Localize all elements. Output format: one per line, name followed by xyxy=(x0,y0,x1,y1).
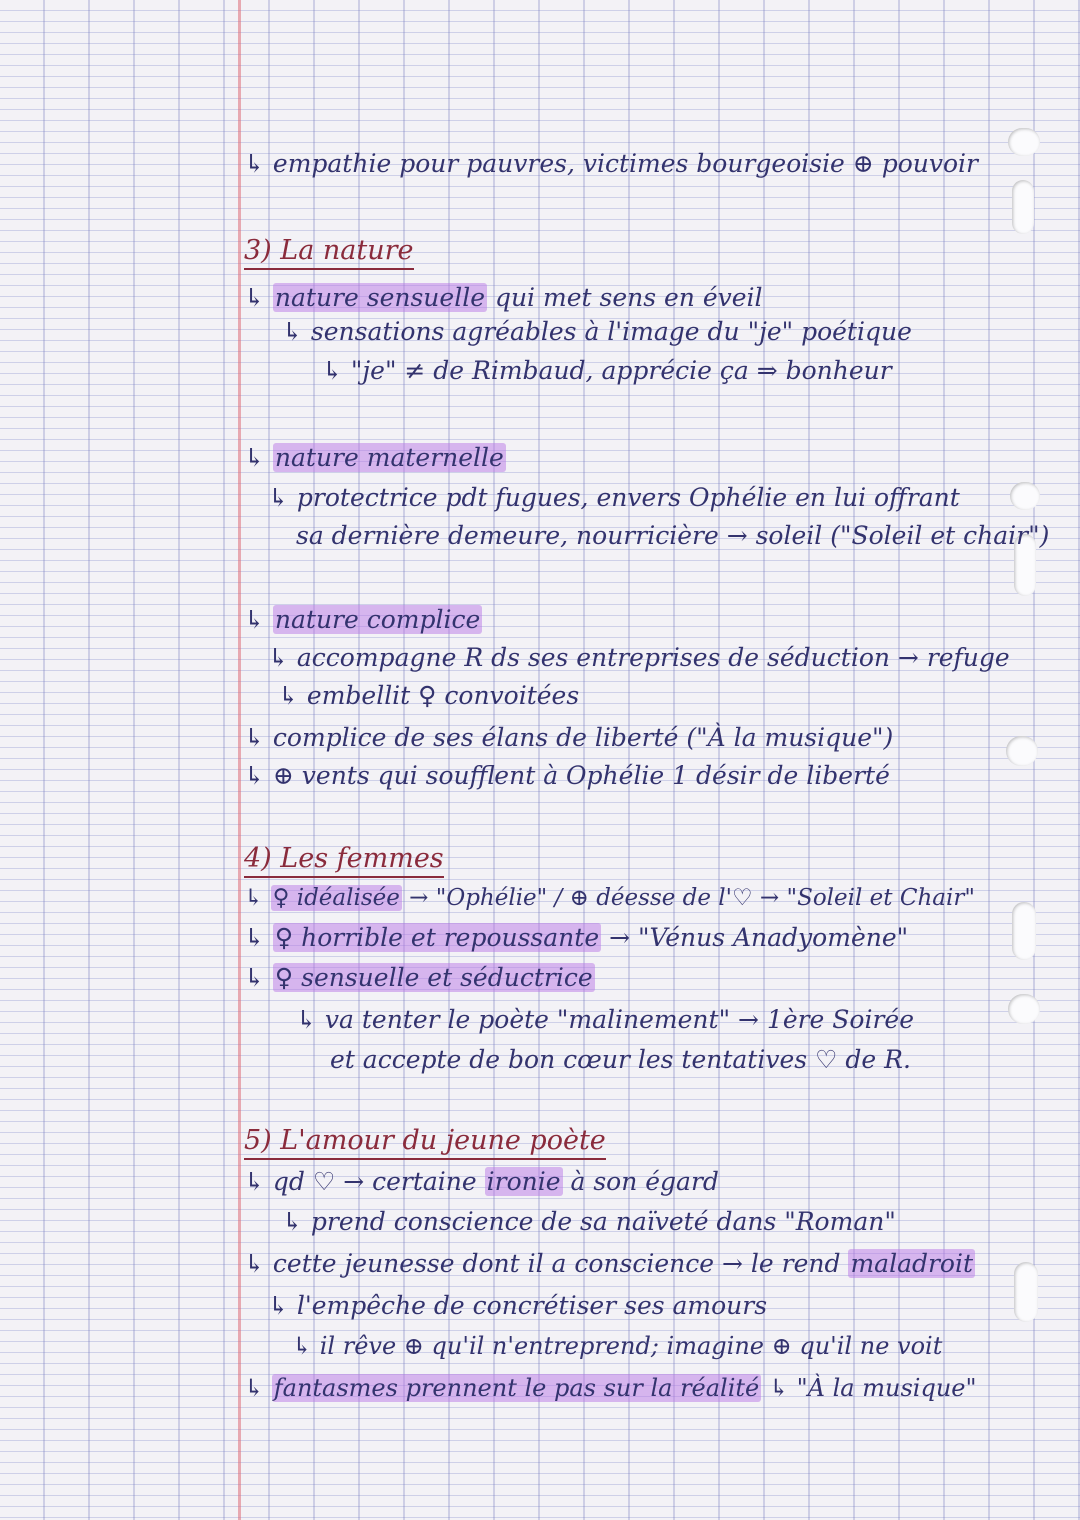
punch-hole xyxy=(1010,482,1040,510)
note-line: ↳ nature maternelle xyxy=(244,443,504,472)
section-title: 3) La nature xyxy=(244,234,414,270)
section-title: 5) L'amour du jeune poète xyxy=(244,1124,606,1160)
note-line: ↳ sensations agréables à l'image du "je" poétique xyxy=(282,317,912,346)
note-line: ↳ ♀ idéalisée → "Ophélie" / ⊕ déesse de l'♡ → "Soleil et Chair" xyxy=(244,885,975,911)
note-line: ↳ ♀ sensuelle et séductrice xyxy=(244,963,593,992)
punch-hole xyxy=(1008,994,1040,1024)
note-line: ↳ il rêve ⊕ qu'il n'entreprend; imagine ⊕ qu'il ne voit xyxy=(292,1332,943,1360)
punch-hole xyxy=(1014,1262,1038,1322)
punch-hole xyxy=(1012,902,1036,960)
note-line: ↳ complice de ses élans de liberté ("À la musique") xyxy=(244,723,894,752)
note-line: ↳ qd ♡ → certaine ironie à son égard xyxy=(244,1167,719,1196)
note-line: ↳ prend conscience de sa naïveté dans "Roman" xyxy=(282,1207,896,1236)
note-line: ↳ l'empêche de concrétiser ses amours xyxy=(268,1291,768,1320)
note-line: ↳ empathie pour pauvres, victimes bourgeoisie ⊕ pouvoir xyxy=(244,149,978,178)
note-line: ↳ accompagne R ds ses entreprises de séduction → refuge xyxy=(268,643,1010,672)
note-line: et accepte de bon cœur les tentatives ♡ de R. xyxy=(330,1045,911,1074)
punch-hole xyxy=(1008,128,1040,156)
note-line: ↳ va tenter le poète "malinement" → 1ère Soirée xyxy=(296,1005,915,1034)
note-line: ↳ embellit ♀ convoitées xyxy=(278,681,580,710)
note-line: ↳ nature sensuelle qui met sens en éveil xyxy=(244,283,763,312)
note-line: ↳ "je" ≠ de Rimbaud, apprécie ça ⇒ bonheur xyxy=(322,356,892,385)
note-line: ↳ fantasmes prennent le pas sur la réalité ↳ "À la musique" xyxy=(244,1374,977,1402)
note-line: ↳ nature complice xyxy=(244,605,481,634)
section-title: 4) Les femmes xyxy=(244,842,444,878)
note-line: ↳ ♀ horrible et repoussante → "Vénus Anadyomène" xyxy=(244,923,909,952)
punch-hole xyxy=(1006,736,1038,766)
note-line: ↳ cette jeunesse dont il a conscience → le rend maladroit xyxy=(244,1249,974,1278)
note-line: ↳ ⊕ vents qui soufflent à Ophélie 1 désir de liberté xyxy=(244,761,890,790)
note-line: ↳ protectrice pdt fugues, envers Ophélie en lui offrant xyxy=(268,483,960,512)
punch-hole xyxy=(1012,180,1034,234)
margin-line xyxy=(238,0,241,1520)
note-line: sa dernière demeure, nourricière → soleil ("Soleil et chair") xyxy=(296,521,1050,550)
